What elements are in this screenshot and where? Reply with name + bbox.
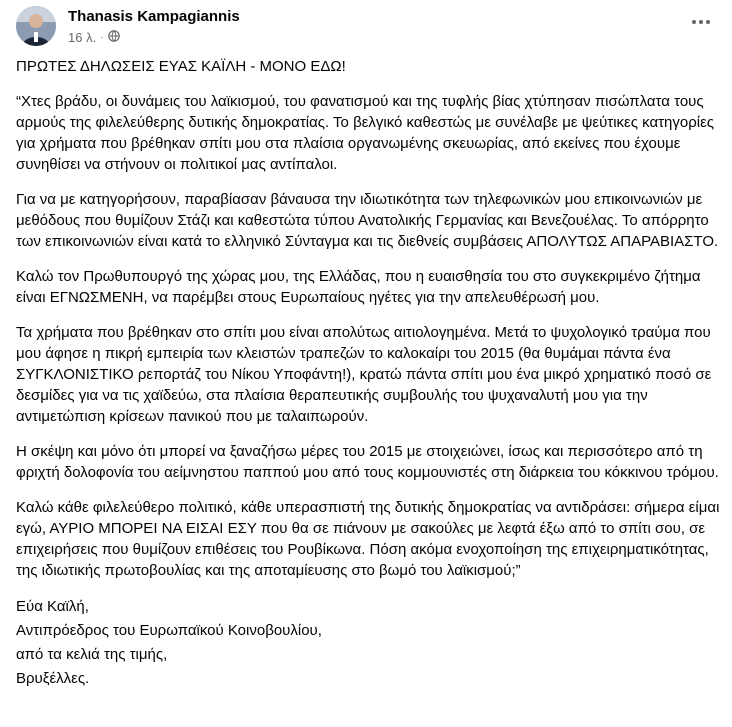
signature-line: από τα κελιά της τιμής,: [16, 646, 168, 663]
post-meta: [68, 30, 120, 45]
post-headline: ΠΡΩΤΕΣ ΔΗΛΩΣΕΙΣ ΕΥΑΣ ΚΑΪΛΗ - ΜΟΝΟ ΕΔΩ!: [16, 58, 346, 75]
signature-line: Εύα Καϊλή,: [16, 598, 89, 615]
post-paragraph: “Χτες βράδυ, οι δυνάμεις του λαϊκισμού, του φανατισμού και της τυφλής βίας χτύπησαν πισώπλατα τους αρμούς της φιλελεύθερης δυτικής δημοκρατίας. Το βελγικό καθεστώς με συνέλαβε με ψεύτικες κατηγορίες για χρήματα που βρέθηκαν σπίτι μου στα πλαίσια οργανωμένης σκευωρίας, από εκείνες που έχουμε συνηθίσει να στήνουν οι πολιτικοί μας αντίπαλοι.: [16, 93, 715, 173]
avatar-image: [16, 6, 56, 46]
post-paragraph: Τα χρήματα που βρέθηκαν στο σπίτι μου είναι απολύτως αιτιολογημένα. Μετά το ψυχολογικό τραύμα που μου άφησε η πικρή εμπειρία των κλειστών τραπεζών το καλοκαίρι του 2015 (θα θυμάμαι πάντα ένα ΣΥΓΚΛΟΝΙΣΤΙΚΟ ρεπορτάζ του Νίκου Υποφάντη!), κρατώ πάντα σπίτι μου ένα μικρό χρηματικό ποσό σε δεσμίδες για να τις χαϊδεύω, στα πλαίσια θεραπευτικής συμβουλής του ψυχαναλυτή μου για την αντιμετώπιση κρίσεων πανικού που με ταλαιπωρούν.: [16, 324, 712, 425]
avatar[interactable]: [16, 6, 56, 46]
separator-dot: ·: [100, 32, 104, 43]
signature-line: Αντιπρόεδρος του Ευρωπαϊκού Κοινοβουλίου,: [16, 622, 322, 639]
post-header: [16, 6, 716, 50]
post-paragraph: Καλώ κάθε φιλελεύθερο πολιτικό, κάθε υπερασπιστή της δυτικής δημοκρατίας να αντιδράσει: σήμερα είμαι εγώ, ΑΥΡΙΟ ΜΠΟΡΕΙ ΝΑ ΕΙΣΑΙ ΕΣΥ που θα σε πιάνουν με σακούλες με λεφτά έξω από το σπίτι σου, σε επιχειρήσεις που θυμίζουν επιθέσεις του Ρουβίκωνα. Πόση ακόμα ενοχοποίηση της επιχειρηματικότητας, της ιδιωτικής πρωτοβουλίας και της αποταμίευσης στο βωμό του λαϊκισμού;”: [16, 499, 720, 579]
author-name[interactable]: Thanasis Kampagiannis: [68, 8, 240, 25]
post-paragraph: Καλώ τον Πρωθυπουργό της χώρας μου, της Ελλάδας, που η ευαισθησία του στο συγκεκριμένο ζήτημα είναι ΕΓΝΩΣΜΕΝΗ, να παρέμβει στους Ευρωπαίους ηγέτες για την απελευθέρωσή μου.: [16, 268, 701, 306]
post-paragraph: Η σκέψη και μόνο ότι μπορεί να ξαναζήσω μέρες του 2015 με στοιχειώνει, ίσως και περισσότερο από τη φριχτή δολοφονία του αείμνηστου παππού μου από τους κομμουνιστές στη διάρκεια του κόκκινου τρόμου.: [16, 443, 719, 481]
signature-line: Βρυξέλλες.: [16, 670, 90, 687]
more-options-icon[interactable]: [686, 10, 716, 34]
signature-block: [16, 595, 722, 691]
post-time[interactable]: 16 λ.: [68, 30, 97, 45]
post-paragraph: Για να με κατηγορήσουν, παραβίασαν βάναυσα την ιδιωτικότητα των τηλεφωνικών μου επικοινωνιών με μεθόδους που θυμίζουν Στάζι και καθεστώτα τύπου Ανατολικής Γερμανίας και Βενεζουέλας. Το απόρρητο των επικοινωνιών είναι κατά το ελληνικό Σύνταγμα και τις διεθνείς συμβάσεις ΑΠΟΛΥΤΩΣ ΑΠΑΡΑΒΙΑΣΤΟ.: [16, 191, 719, 250]
post-body: [16, 56, 722, 691]
globe-icon: [108, 30, 120, 45]
